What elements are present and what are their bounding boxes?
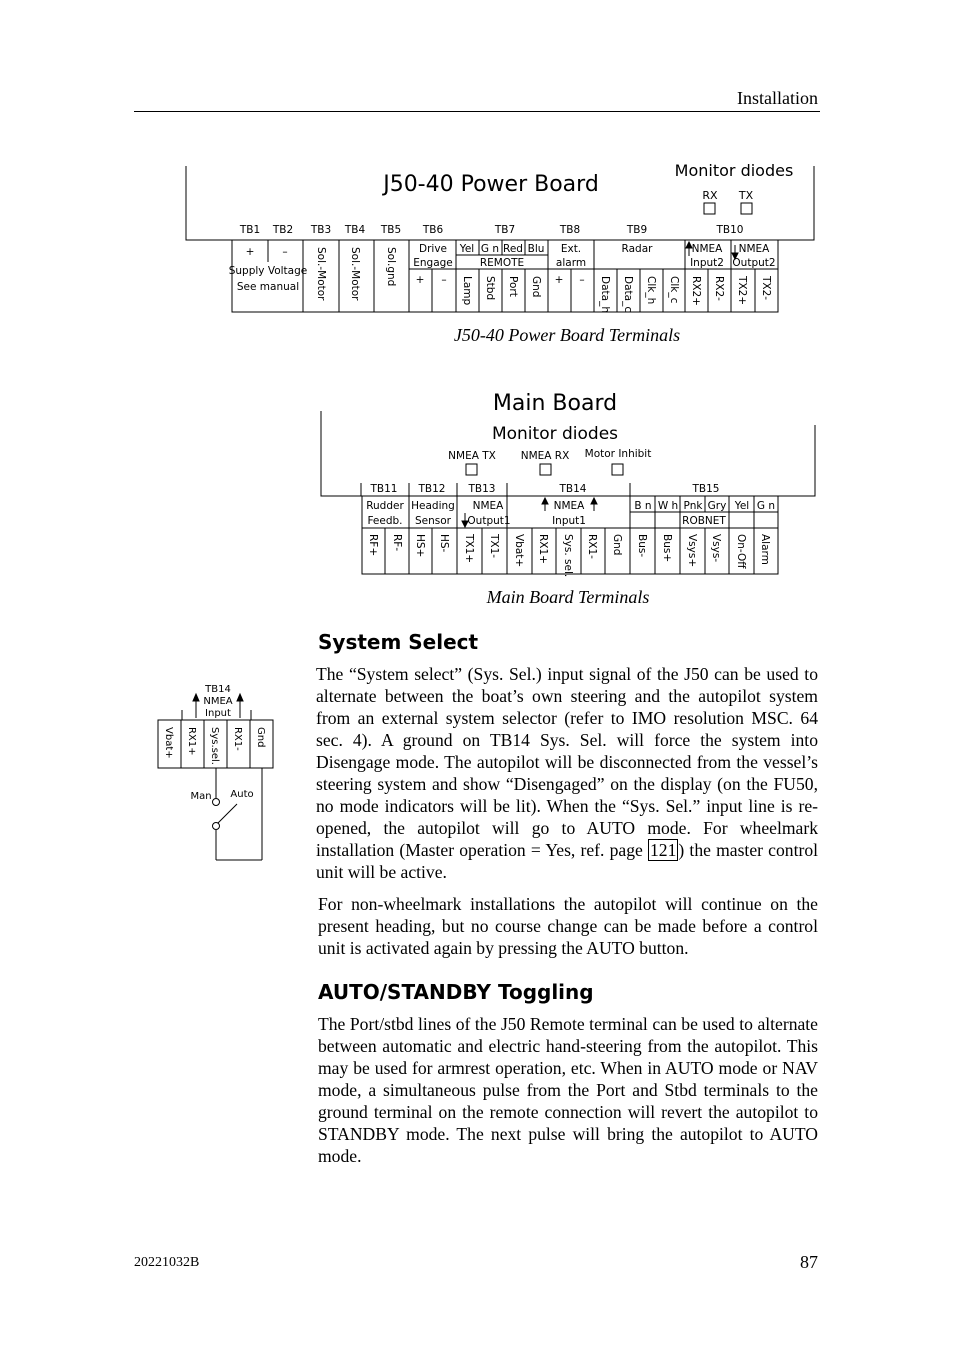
side-tb14-label: TB14 xyxy=(205,684,231,695)
radar-term-data-h: Data_h xyxy=(599,276,611,313)
tb2-minus: – xyxy=(282,246,288,258)
remote-term-port: Port xyxy=(507,276,519,297)
tb6-plus: + xyxy=(415,274,425,286)
input2-label: Input2 xyxy=(690,257,724,269)
remote-label: REMOTE xyxy=(479,257,525,269)
engage-label: Engage xyxy=(413,257,453,269)
radar-term-clk-c: Clk_c xyxy=(668,276,680,304)
output1-label: Output1 xyxy=(467,515,511,527)
tb12-label: TB12 xyxy=(418,483,446,495)
rudder-label: Rudder xyxy=(366,500,404,512)
tb6-label: TB6 xyxy=(422,224,444,236)
power-led-rx-label: RX xyxy=(702,189,718,202)
side-auto-label: Auto xyxy=(230,789,254,800)
term-rx1-plus: RX1+ xyxy=(537,534,549,564)
robnet-color-yel: Yel xyxy=(734,500,750,512)
side-term-gnd: Gnd xyxy=(255,727,266,748)
term-gnd: Gnd xyxy=(611,534,623,556)
side-term-vbat: Vbat+ xyxy=(163,727,174,759)
radar-term-clk-h: Clk_h xyxy=(645,276,657,305)
nmea-term-tx2p: TX2+ xyxy=(736,276,748,306)
main-monitor-title: Monitor diodes xyxy=(491,424,619,444)
auto-standby-heading: AUTO/STANDBY Toggling xyxy=(318,980,594,1004)
power-board-caption: J50-40 Power Board Terminals xyxy=(453,325,681,345)
output2-label: Output2 xyxy=(732,257,776,269)
radar-term-data-c: Data_c xyxy=(622,276,634,313)
tb14-label: TB14 xyxy=(559,483,587,495)
term-rf-minus: RF- xyxy=(391,534,403,552)
robnet-color-gn: G n xyxy=(756,500,776,512)
tb4-label: TB4 xyxy=(344,224,366,236)
remote-color-yel: Yel xyxy=(459,243,475,255)
feedb-label: Feedb. xyxy=(367,515,403,527)
system-select-paragraph-1: The “System select” (Sys. Sel.) input signal of the J50 can be used to alternate between the boat’s own steering and the autopilot system from an external system selector (refer to IMO resolution MSC. 64 sec. 4). A ground on TB14 Sys. Sel. will force the system into Disengage mode. The autopilot will be disconnected from the vessel’s steering system and show “Disengaged” on the display (on the FU50, no mode indicators will be lit). When the “Sys. Sel.” input line is re-opened, the autopilot will go to AUTO mode. For wheelmark installation (Master operation = Yes, ref. page 121 ) the master control unit will be active. xyxy=(316,664,819,882)
term-on-off: On-Off xyxy=(735,534,747,569)
term-bus-plus: Bus+ xyxy=(661,534,673,563)
nmea-term-rx2m: RX2- xyxy=(713,276,725,301)
doc-number: 20221032B xyxy=(134,1255,200,1270)
main-board-caption: Main Board Terminals xyxy=(486,587,650,607)
term-hs-minus: HS- xyxy=(438,534,450,553)
drive-label: Drive xyxy=(419,243,447,255)
tb1-label: TB1 xyxy=(239,224,261,236)
running-header: Installation xyxy=(737,88,818,108)
side-man-label: Man xyxy=(190,791,212,802)
sensor-label: Sensor xyxy=(415,515,451,527)
tb8-plus: + xyxy=(554,274,564,286)
power-monitor-title: Monitor diodes xyxy=(674,161,794,180)
power-board-title: J50-40 Power Board xyxy=(383,172,599,197)
main-led-nmea-tx xyxy=(466,464,477,475)
main-board-title: Main Board xyxy=(492,391,618,416)
term-bus-minus: Bus- xyxy=(636,534,648,558)
term-vbat-plus: Vbat+ xyxy=(513,534,525,568)
power-led-tx xyxy=(741,203,752,214)
tb3-label: TB3 xyxy=(310,224,332,236)
robnet-color-pnk: Pnk xyxy=(683,500,703,512)
main-led-motor-inhibit xyxy=(612,464,623,475)
nmea-output1-title: NMEA xyxy=(472,500,504,512)
system-select-paragraph-2: For non-wheelmark installations the autopilot will continue on the present heading, but no course change can be made before a control unit is activated again by pressing the AUTO button. xyxy=(318,894,818,958)
ext-label: Ext. xyxy=(560,243,582,255)
term-tx1-minus: TX1- xyxy=(488,534,500,559)
term-rx1-minus: RX1- xyxy=(586,534,598,559)
main-led-nmea-rx xyxy=(540,464,551,475)
remote-color-blu: Blu xyxy=(527,243,545,255)
remote-term-lamp: Lamp xyxy=(461,276,473,306)
tb10-label: TB10 xyxy=(716,224,744,236)
heading-label: Heading xyxy=(411,500,455,512)
power-led-tx-label: TX xyxy=(738,189,754,202)
side-nmea-label: NMEA xyxy=(203,696,233,707)
supply-voltage-label: Supply Voltage xyxy=(228,265,308,277)
nmea-term-rx2p: RX2+ xyxy=(690,276,702,306)
term-tx1-plus: TX1+ xyxy=(463,534,475,564)
nmea-term-tx2m: TX2- xyxy=(760,276,772,301)
robnet-color-bn: B n xyxy=(634,500,652,512)
tb13-label: TB13 xyxy=(468,483,496,495)
tb8-minus: – xyxy=(579,274,585,286)
page-ref-link[interactable]: 121 xyxy=(650,840,677,860)
robnet-color-wh: W h xyxy=(657,500,679,512)
tb9-label: TB9 xyxy=(626,224,648,236)
power-led-rx xyxy=(704,203,715,214)
side-term-syssel: Sys.sel. xyxy=(209,727,220,765)
robnet-label: ROBNET xyxy=(682,515,726,527)
term-alarm: Alarm xyxy=(759,534,771,565)
nmea-input2-title: NMEA xyxy=(691,243,723,255)
term-sys-sel: Sys. sel. xyxy=(562,534,574,578)
input1-label: Input1 xyxy=(552,515,586,527)
remote-term-stbd: Stbd xyxy=(484,276,496,301)
main-led-nmea-rx-label: NMEA RX xyxy=(520,450,570,462)
remote-term-gnd: Gnd xyxy=(530,276,542,298)
tb15-label: TB15 xyxy=(692,483,720,495)
side-input-label: Input xyxy=(205,708,231,719)
tb2-label: TB2 xyxy=(272,224,294,236)
robnet-color-gry: Gry xyxy=(707,500,727,512)
side-term-rx1m: RX1- xyxy=(232,727,243,751)
main-led-nmea-tx-label: NMEA TX xyxy=(448,450,496,462)
nmea-input1-title: NMEA xyxy=(553,500,585,512)
tb5-sol-gnd: Sol.gnd xyxy=(385,247,397,287)
tb3-sol-motor: Sol.-Motor xyxy=(315,247,327,301)
term-vsys-minus: Vsys- xyxy=(710,534,722,563)
tb8-label: TB8 xyxy=(559,224,581,236)
tb11-label: TB11 xyxy=(370,483,398,495)
nmea-output2-title: NMEA xyxy=(738,243,770,255)
remote-color-gn: G n xyxy=(480,243,500,255)
sys-select-wiring-diagram xyxy=(158,684,273,860)
tb1-plus: + xyxy=(245,246,255,258)
main-led-motor-inhibit-label: Motor Inhibit xyxy=(584,448,652,460)
tb6-minus: – xyxy=(441,274,447,286)
radar-label: Radar xyxy=(621,243,653,255)
remote-color-red: Red xyxy=(503,243,523,255)
term-rf-plus: RF+ xyxy=(367,534,379,557)
term-hs-plus: HS+ xyxy=(414,534,426,558)
system-select-heading: System Select xyxy=(318,630,479,654)
tb4-sol-motor: Sol.-Motor xyxy=(349,247,361,301)
tb5-label: TB5 xyxy=(380,224,402,236)
side-term-rx1p: RX1+ xyxy=(186,727,197,756)
tb7-label: TB7 xyxy=(494,224,516,236)
alarm-label: alarm xyxy=(555,257,587,269)
auto-standby-paragraph: The Port/stbd lines of the J50 Remote terminal can be used to alternate between automatic and electric hand-steering from the autopilot. This may be used for armrest operation, etc. When in AUTO mode or NAV mode, a simultaneous pulse from the Port and Stbd terminals to the ground terminal on the remote connection will revert the autopilot to STANDBY mode. The next pulse will bring the autopilot to AUTO mode. xyxy=(318,1014,818,1166)
term-vsys-plus: Vsys+ xyxy=(686,534,698,568)
page-number: 87 xyxy=(800,1252,818,1272)
see-manual-label: See manual xyxy=(236,281,300,293)
